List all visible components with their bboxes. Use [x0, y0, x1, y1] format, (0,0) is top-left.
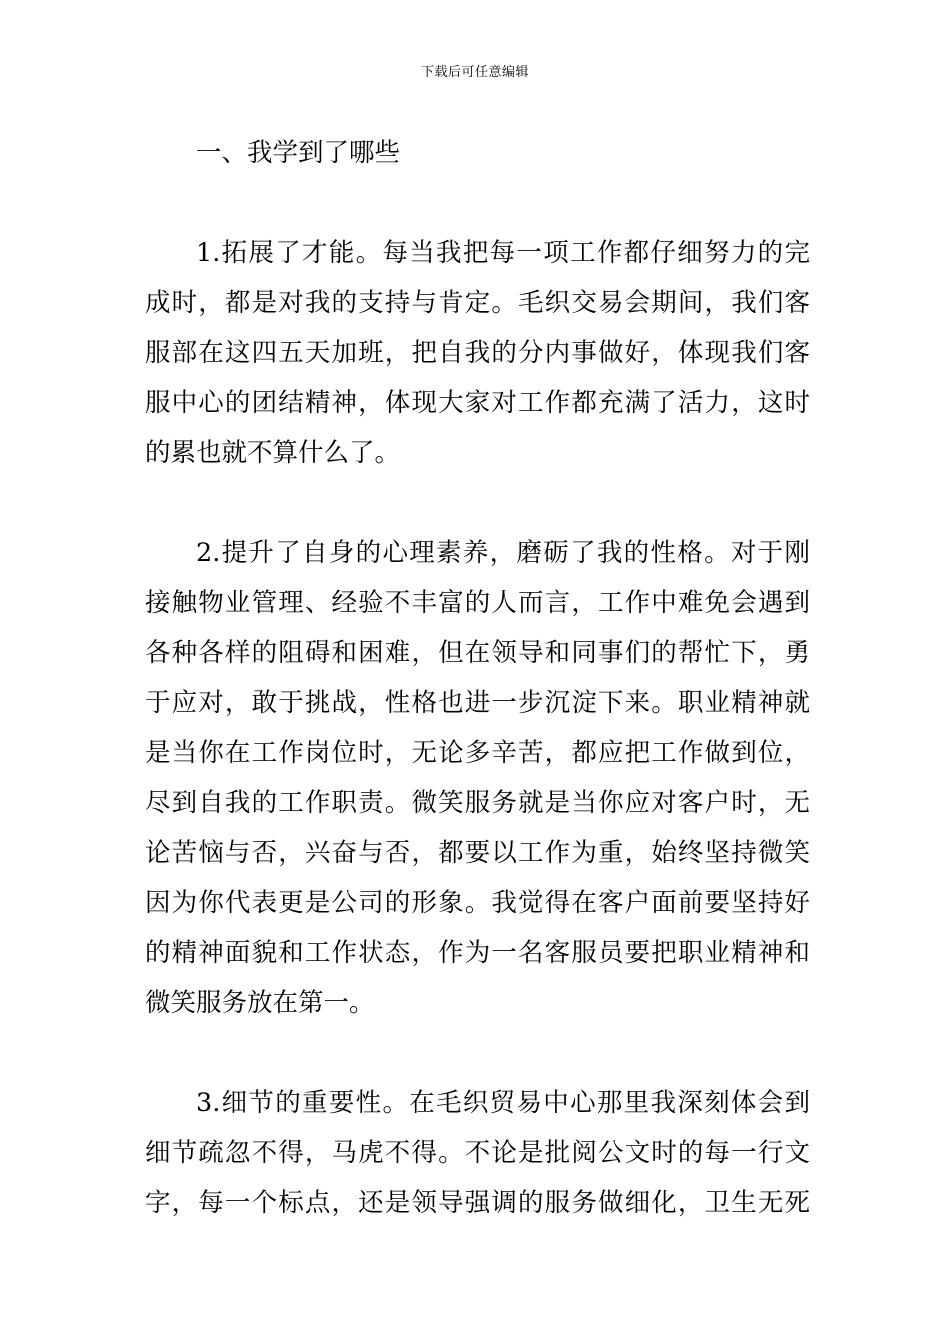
paragraph-line: 微笑服务放在第一。 [145, 988, 375, 1018]
paragraph-line: 服部在这四五天加班，把自我的分内事做好，体现我们客 [145, 338, 810, 368]
paragraph-line: 字，每一个标点，还是领导强调的服务做细化，卫生无死 [145, 1188, 810, 1218]
paragraph-line: 是当你在工作岗位时，无论多辛苦，都应把工作做到位， [145, 738, 810, 768]
paragraph-line: 2.提升了自身的心理素养，磨砺了我的性格。对于刚 [196, 538, 810, 568]
paragraph-line: 3.细节的重要性。在毛织贸易中心那里我深刻体会到 [196, 1088, 810, 1118]
paragraph-line: 于应对，敢于挑战，性格也进一步沉淀下来。职业精神就 [145, 688, 810, 718]
paragraph-line: 1.拓展了才能。每当我把每一项工作都仔细努力的完 [196, 238, 810, 268]
paragraph-1 [145, 228, 810, 478]
paragraph-line: 的精神面貌和工作状态，作为一名客服员要把职业精神和 [145, 938, 810, 968]
paragraph-line: 各种各样的阻碍和困难，但在领导和同事们的帮忙下，勇 [145, 638, 810, 668]
paragraph-3 [145, 1078, 810, 1228]
paragraph-line: 成时，都是对我的支持与肯定。毛织交易会期间，我们客 [145, 288, 810, 318]
paragraph-line: 细节疏忽不得，马虎不得。不论是批阅公文时的每一行文 [145, 1138, 810, 1168]
page-header-note: 下载后可任意编辑 [420, 65, 529, 80]
section-heading: 一、我学到了哪些 [196, 138, 401, 168]
paragraph-line: 尽到自我的工作职责。微笑服务就是当你应对客户时，无 [145, 788, 810, 818]
paragraph-line: 因为你代表更是公司的形象。我觉得在客户面前要坚持好 [145, 888, 810, 918]
paragraph-2 [145, 528, 810, 1028]
document-body [145, 128, 810, 1228]
paragraph-line: 接触物业管理、经验不丰富的人而言，工作中难免会遇到 [145, 588, 810, 618]
paragraph-line: 论苦恼与否，兴奋与否，都要以工作为重，始终坚持微笑 [145, 838, 810, 868]
paragraph-line: 服中心的团结精神，体现大家对工作都充满了活力，这时 [145, 388, 810, 418]
paragraph-line: 的累也就不算什么了。 [145, 438, 401, 468]
